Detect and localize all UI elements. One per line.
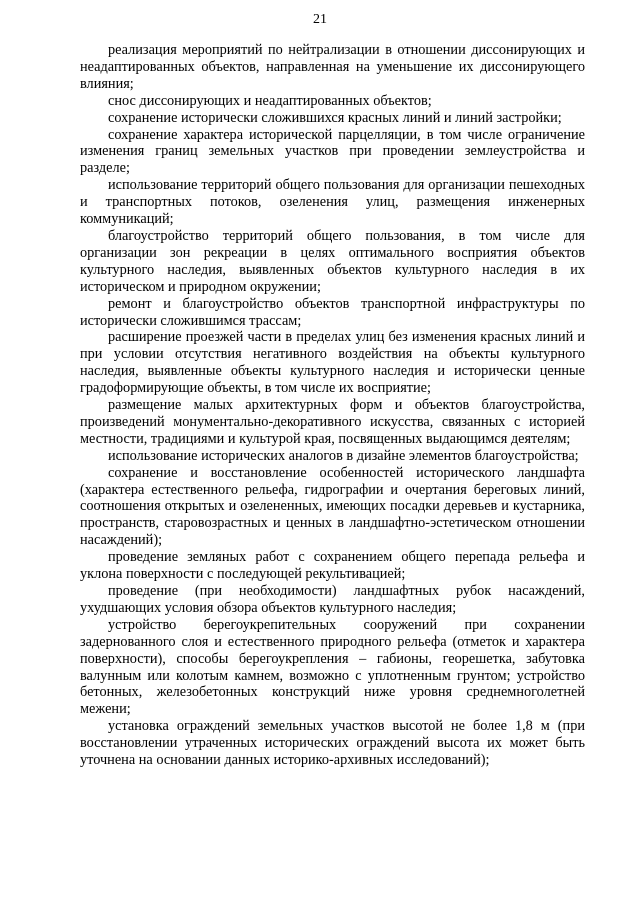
paragraph-2: снос диссонирующих и неадаптированных объектов; [108,92,432,109]
paragraph-15: установка ограждений земельных участков высотой не более 1,8 м (при восстановлении утраченных исторических ограждений высота их может быть уточнена на основании данных историко-архивных исследований); [80,718,585,769]
paragraph-13: проведение (при необходимости) ландшафтных рубок насаждений, ухудшающих условия обзора объектов культурного наследия; [80,583,585,616]
paragraph-7: ремонт и благоустройство объектов транспортной инфраструктуры по исторически сложившимся трассам; [80,295,585,329]
paragraph-1: реализация мероприятий по нейтрализации в отношении диссонирующих и неадаптированных объектов, направленная на уменьшение их диссонирующего влияния; [80,42,585,92]
paragraph-5: использование территорий общего пользования для организации пешеходных и транспортных потоков, озеленения улиц, размещения инженерных коммуникаций; [80,177,585,228]
paragraph-8: расширение проезжей части в пределах улиц без изменения красных линий и при условии отсутствия негативного воздействия на объекты культурного наследия, выявленные объекты культурного наследия и исторически ценные градоформирующие объекты, в том числе их восприятие; [80,329,585,397]
paragraph-11: сохранение и восстановление особенностей исторического ландшафта (характера естественного рельефа, гидрографии и очертания береговых линий, соотношения открытых и озелененных, имеющих посадки деревьев и кустарника, пространств, старовозрастных и ценных в ландшафтно-эстетическом отношении насаждений); [80,464,585,549]
page-number: 21 [313,12,327,27]
paragraph-14: устройство берегоукрепительных сооружений при сохранении задернованного слоя и естественного природного рельефа (отметок и характера поверхности), способы берегоукрепления – габионы, георешетка, забутовка валунным или колотым камнем, возможно с уплотненным грунтом; устройство бетонных, железобетонных конструкций ниже уровня среднемноголетней межени; [80,616,585,718]
paragraph-10: использование исторических аналогов в дизайне элементов благоустройства; [108,447,579,464]
document-body [80,42,585,769]
paragraph-12: проведение земляных работ с сохранением общего перепада рельефа и уклона поверхности с последующей рекультивацией; [80,549,585,583]
paragraph-6: благоустройство территорий общего пользования, в том числе для организации зон рекреации в целях оптимального восприятия объектов культурного наследия, выявленных объектов культурного наследия в их историческом и природном окружении; [80,227,585,295]
paragraph-9: размещение малых архитектурных форм и объектов благоустройства, произведений монументально-декоративного искусства, связанных с историей местности, традициями и культурой края, посвященных выдающимся деятелям; [80,397,585,447]
paragraph-4: сохранение характера исторической парцелляции, в том числе ограничение изменения границ земельных участков при проведении землеустройства и разделе; [80,126,585,177]
paragraph-3: сохранение исторически сложившихся красных линий и линий застройки; [108,109,562,126]
